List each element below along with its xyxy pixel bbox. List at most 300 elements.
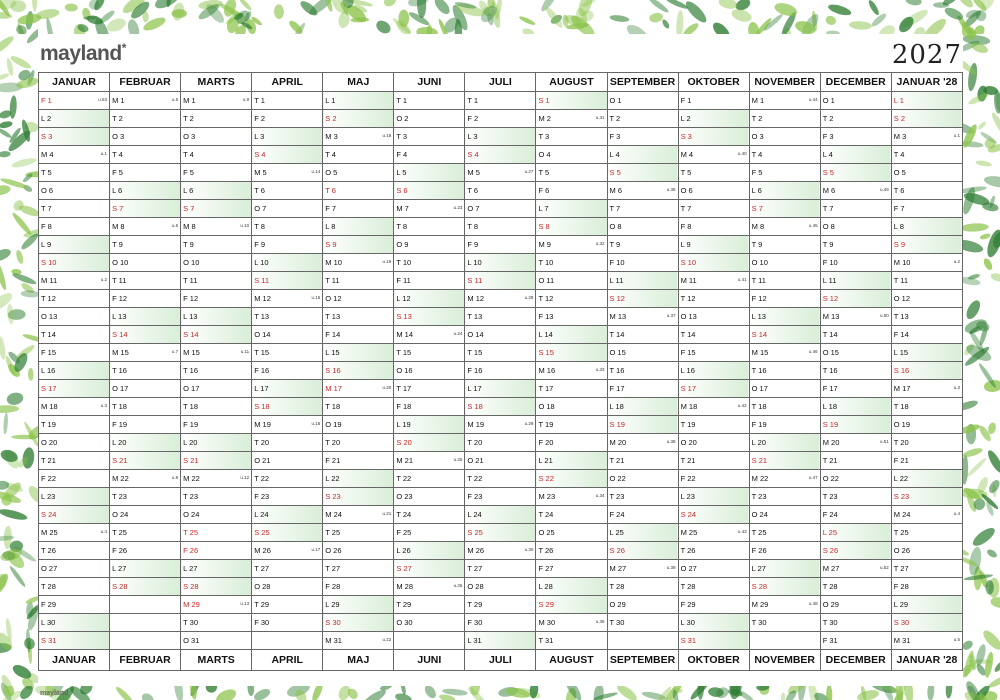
day-cell[interactable] xyxy=(749,272,820,290)
day-cell[interactable] xyxy=(678,182,749,200)
day-cell[interactable] xyxy=(891,434,962,452)
day-cell[interactable] xyxy=(607,614,678,632)
day-cell[interactable] xyxy=(323,578,394,596)
day-cell[interactable] xyxy=(607,452,678,470)
day-cell[interactable] xyxy=(181,452,252,470)
day-cell[interactable] xyxy=(607,128,678,146)
day-cell[interactable] xyxy=(394,434,465,452)
day-cell[interactable] xyxy=(394,308,465,326)
day-cell[interactable] xyxy=(465,596,536,614)
day-cell[interactable] xyxy=(39,326,110,344)
day-cell[interactable] xyxy=(820,542,891,560)
day-cell[interactable] xyxy=(39,272,110,290)
day-cell[interactable] xyxy=(678,380,749,398)
day-cell[interactable] xyxy=(891,452,962,470)
day-cell[interactable] xyxy=(252,416,323,434)
day-cell[interactable] xyxy=(252,470,323,488)
day-cell[interactable] xyxy=(820,164,891,182)
day-cell[interactable] xyxy=(394,344,465,362)
day-cell[interactable] xyxy=(820,596,891,614)
day-cell[interactable] xyxy=(820,560,891,578)
day-cell[interactable] xyxy=(110,488,181,506)
day-cell[interactable] xyxy=(465,128,536,146)
day-cell[interactable] xyxy=(820,470,891,488)
day-cell[interactable] xyxy=(749,416,820,434)
day-cell[interactable] xyxy=(110,326,181,344)
day-cell[interactable] xyxy=(39,398,110,416)
day-cell[interactable] xyxy=(607,596,678,614)
day-cell[interactable] xyxy=(891,362,962,380)
day-cell[interactable] xyxy=(181,560,252,578)
day-cell[interactable] xyxy=(536,164,607,182)
day-cell[interactable] xyxy=(323,218,394,236)
day-cell[interactable] xyxy=(39,488,110,506)
day-cell[interactable] xyxy=(536,452,607,470)
day-cell[interactable] xyxy=(891,614,962,632)
day-cell[interactable] xyxy=(891,542,962,560)
day-cell[interactable] xyxy=(749,380,820,398)
day-cell[interactable] xyxy=(536,506,607,524)
day-cell[interactable] xyxy=(323,146,394,164)
day-cell[interactable] xyxy=(678,362,749,380)
day-cell[interactable] xyxy=(181,308,252,326)
day-cell[interactable] xyxy=(465,218,536,236)
day-cell[interactable] xyxy=(607,398,678,416)
day-cell[interactable] xyxy=(394,290,465,308)
day-cell[interactable] xyxy=(891,182,962,200)
day-cell[interactable] xyxy=(607,308,678,326)
day-cell[interactable] xyxy=(749,254,820,272)
day-cell[interactable] xyxy=(39,218,110,236)
day-cell[interactable] xyxy=(536,236,607,254)
day-cell[interactable] xyxy=(252,452,323,470)
day-cell[interactable] xyxy=(607,218,678,236)
day-cell[interactable] xyxy=(39,578,110,596)
day-cell[interactable] xyxy=(252,380,323,398)
day-cell[interactable] xyxy=(678,128,749,146)
day-cell[interactable] xyxy=(323,164,394,182)
day-cell[interactable] xyxy=(820,182,891,200)
day-cell[interactable] xyxy=(749,524,820,542)
day-cell[interactable] xyxy=(39,182,110,200)
day-cell[interactable] xyxy=(252,218,323,236)
day-cell[interactable] xyxy=(323,110,394,128)
day-cell[interactable] xyxy=(252,254,323,272)
day-cell[interactable] xyxy=(820,272,891,290)
day-cell[interactable] xyxy=(110,164,181,182)
day-cell[interactable] xyxy=(678,470,749,488)
day-cell[interactable] xyxy=(820,416,891,434)
day-cell[interactable] xyxy=(394,380,465,398)
day-cell[interactable] xyxy=(181,524,252,542)
day-cell[interactable] xyxy=(465,452,536,470)
day-cell[interactable] xyxy=(181,272,252,290)
day-cell[interactable] xyxy=(607,524,678,542)
day-cell[interactable] xyxy=(749,200,820,218)
day-cell[interactable] xyxy=(181,506,252,524)
day-cell[interactable] xyxy=(39,362,110,380)
day-cell[interactable] xyxy=(678,524,749,542)
day-cell[interactable] xyxy=(394,560,465,578)
day-cell[interactable] xyxy=(39,542,110,560)
day-cell[interactable] xyxy=(465,560,536,578)
day-cell[interactable] xyxy=(252,362,323,380)
day-cell[interactable] xyxy=(536,182,607,200)
day-cell[interactable] xyxy=(110,344,181,362)
day-cell[interactable] xyxy=(323,560,394,578)
day-cell[interactable] xyxy=(749,434,820,452)
day-cell[interactable] xyxy=(536,290,607,308)
day-cell[interactable] xyxy=(39,524,110,542)
day-cell[interactable] xyxy=(536,218,607,236)
day-cell[interactable] xyxy=(820,614,891,632)
day-cell[interactable] xyxy=(749,128,820,146)
day-cell[interactable] xyxy=(820,254,891,272)
day-cell[interactable] xyxy=(323,398,394,416)
day-cell[interactable] xyxy=(678,416,749,434)
day-cell[interactable] xyxy=(394,164,465,182)
day-cell[interactable] xyxy=(465,164,536,182)
day-cell[interactable] xyxy=(678,452,749,470)
day-cell[interactable] xyxy=(536,200,607,218)
day-cell[interactable] xyxy=(465,614,536,632)
day-cell[interactable] xyxy=(465,632,536,650)
day-cell[interactable] xyxy=(891,236,962,254)
day-cell[interactable] xyxy=(536,344,607,362)
day-cell[interactable] xyxy=(110,452,181,470)
day-cell[interactable] xyxy=(110,254,181,272)
day-cell[interactable] xyxy=(110,380,181,398)
day-cell[interactable] xyxy=(749,110,820,128)
day-cell[interactable] xyxy=(891,272,962,290)
day-cell[interactable] xyxy=(607,146,678,164)
day-cell[interactable] xyxy=(181,290,252,308)
day-cell[interactable] xyxy=(820,92,891,110)
day-cell[interactable] xyxy=(181,632,252,650)
day-cell[interactable] xyxy=(607,380,678,398)
day-cell[interactable] xyxy=(39,434,110,452)
day-cell[interactable] xyxy=(110,236,181,254)
day-cell[interactable] xyxy=(607,254,678,272)
day-cell[interactable] xyxy=(536,614,607,632)
day-cell[interactable] xyxy=(891,128,962,146)
day-cell[interactable] xyxy=(465,200,536,218)
day-cell[interactable] xyxy=(39,452,110,470)
day-cell[interactable] xyxy=(252,560,323,578)
day-cell[interactable] xyxy=(891,92,962,110)
day-cell[interactable] xyxy=(536,524,607,542)
day-cell[interactable] xyxy=(891,560,962,578)
day-cell[interactable] xyxy=(323,434,394,452)
day-cell[interactable] xyxy=(536,488,607,506)
day-cell[interactable] xyxy=(181,578,252,596)
day-cell[interactable] xyxy=(39,128,110,146)
day-cell[interactable] xyxy=(252,182,323,200)
day-cell[interactable] xyxy=(39,344,110,362)
day-cell[interactable] xyxy=(465,326,536,344)
day-cell[interactable] xyxy=(536,560,607,578)
day-cell[interactable] xyxy=(323,290,394,308)
day-cell[interactable] xyxy=(323,200,394,218)
day-cell[interactable] xyxy=(39,470,110,488)
day-cell[interactable] xyxy=(394,146,465,164)
day-cell[interactable] xyxy=(678,272,749,290)
day-cell[interactable] xyxy=(39,254,110,272)
day-cell[interactable] xyxy=(465,578,536,596)
day-cell[interactable] xyxy=(820,236,891,254)
day-cell[interactable] xyxy=(323,596,394,614)
day-cell[interactable] xyxy=(394,488,465,506)
day-cell[interactable] xyxy=(181,128,252,146)
day-cell[interactable] xyxy=(39,200,110,218)
day-cell[interactable] xyxy=(394,272,465,290)
day-cell[interactable] xyxy=(39,164,110,182)
day-cell[interactable] xyxy=(820,146,891,164)
day-cell[interactable] xyxy=(607,470,678,488)
day-cell[interactable] xyxy=(394,506,465,524)
day-cell[interactable] xyxy=(252,326,323,344)
day-cell[interactable] xyxy=(820,362,891,380)
day-cell[interactable] xyxy=(394,614,465,632)
day-cell[interactable] xyxy=(607,488,678,506)
day-cell[interactable] xyxy=(252,344,323,362)
day-cell[interactable] xyxy=(891,398,962,416)
day-cell[interactable] xyxy=(323,308,394,326)
day-cell[interactable] xyxy=(891,578,962,596)
day-cell[interactable] xyxy=(536,146,607,164)
day-cell[interactable] xyxy=(323,326,394,344)
day-cell[interactable] xyxy=(252,146,323,164)
day-cell[interactable] xyxy=(820,200,891,218)
day-cell[interactable] xyxy=(891,146,962,164)
day-cell[interactable] xyxy=(323,524,394,542)
day-cell[interactable] xyxy=(465,254,536,272)
day-cell[interactable] xyxy=(465,236,536,254)
day-cell[interactable] xyxy=(110,578,181,596)
day-cell[interactable] xyxy=(749,596,820,614)
day-cell[interactable] xyxy=(678,218,749,236)
day-cell[interactable] xyxy=(678,200,749,218)
day-cell[interactable] xyxy=(394,362,465,380)
day-cell[interactable] xyxy=(110,506,181,524)
day-cell[interactable] xyxy=(252,92,323,110)
day-cell[interactable] xyxy=(252,506,323,524)
day-cell[interactable] xyxy=(110,92,181,110)
day-cell[interactable] xyxy=(110,434,181,452)
day-cell[interactable] xyxy=(891,470,962,488)
day-cell[interactable] xyxy=(891,380,962,398)
day-cell[interactable] xyxy=(536,272,607,290)
day-cell[interactable] xyxy=(607,542,678,560)
day-cell[interactable] xyxy=(323,344,394,362)
day-cell[interactable] xyxy=(678,596,749,614)
day-cell[interactable] xyxy=(39,290,110,308)
day-cell[interactable] xyxy=(252,614,323,632)
day-cell[interactable] xyxy=(39,560,110,578)
day-cell[interactable] xyxy=(536,128,607,146)
day-cell[interactable] xyxy=(678,542,749,560)
day-cell[interactable] xyxy=(678,146,749,164)
day-cell[interactable] xyxy=(536,632,607,650)
day-cell[interactable] xyxy=(607,272,678,290)
day-cell[interactable] xyxy=(607,290,678,308)
day-cell[interactable] xyxy=(110,182,181,200)
day-cell[interactable] xyxy=(394,416,465,434)
day-cell[interactable] xyxy=(394,398,465,416)
day-cell[interactable] xyxy=(252,128,323,146)
day-cell[interactable] xyxy=(252,596,323,614)
day-cell[interactable] xyxy=(749,326,820,344)
day-cell[interactable] xyxy=(252,542,323,560)
day-cell[interactable] xyxy=(323,632,394,650)
day-cell[interactable] xyxy=(749,614,820,632)
day-cell[interactable] xyxy=(891,344,962,362)
day-cell[interactable] xyxy=(891,200,962,218)
day-cell[interactable] xyxy=(465,272,536,290)
day-cell[interactable] xyxy=(110,308,181,326)
day-cell[interactable] xyxy=(607,236,678,254)
day-cell[interactable] xyxy=(323,416,394,434)
day-cell[interactable] xyxy=(536,434,607,452)
day-cell[interactable] xyxy=(536,578,607,596)
day-cell[interactable] xyxy=(110,542,181,560)
day-cell[interactable] xyxy=(39,110,110,128)
day-cell[interactable] xyxy=(678,236,749,254)
day-cell[interactable] xyxy=(39,596,110,614)
day-cell[interactable] xyxy=(678,326,749,344)
day-cell[interactable] xyxy=(749,218,820,236)
day-cell[interactable] xyxy=(678,344,749,362)
day-cell[interactable] xyxy=(820,128,891,146)
day-cell[interactable] xyxy=(323,380,394,398)
day-cell[interactable] xyxy=(394,110,465,128)
day-cell[interactable] xyxy=(181,380,252,398)
day-cell[interactable] xyxy=(181,614,252,632)
day-cell[interactable] xyxy=(749,290,820,308)
day-cell[interactable] xyxy=(110,200,181,218)
day-cell[interactable] xyxy=(891,596,962,614)
day-cell[interactable] xyxy=(536,326,607,344)
day-cell[interactable] xyxy=(465,92,536,110)
day-cell[interactable] xyxy=(607,416,678,434)
day-cell[interactable] xyxy=(749,344,820,362)
day-cell[interactable] xyxy=(678,290,749,308)
day-cell[interactable] xyxy=(749,146,820,164)
day-cell[interactable] xyxy=(820,344,891,362)
day-cell[interactable] xyxy=(607,92,678,110)
day-cell[interactable] xyxy=(39,632,110,650)
day-cell[interactable] xyxy=(252,272,323,290)
day-cell[interactable] xyxy=(678,434,749,452)
day-cell[interactable] xyxy=(891,218,962,236)
day-cell[interactable] xyxy=(110,110,181,128)
day-cell[interactable] xyxy=(607,110,678,128)
day-cell[interactable] xyxy=(891,254,962,272)
day-cell[interactable] xyxy=(181,596,252,614)
day-cell[interactable] xyxy=(820,290,891,308)
day-cell[interactable] xyxy=(749,452,820,470)
day-cell[interactable] xyxy=(181,470,252,488)
day-cell[interactable] xyxy=(678,254,749,272)
day-cell[interactable] xyxy=(536,92,607,110)
day-cell[interactable] xyxy=(536,308,607,326)
day-cell[interactable] xyxy=(891,290,962,308)
day-cell[interactable] xyxy=(749,470,820,488)
day-cell[interactable] xyxy=(181,164,252,182)
day-cell[interactable] xyxy=(181,488,252,506)
day-cell[interactable] xyxy=(181,344,252,362)
day-cell[interactable] xyxy=(465,398,536,416)
day-cell[interactable] xyxy=(891,416,962,434)
day-cell[interactable] xyxy=(39,92,110,110)
day-cell[interactable] xyxy=(323,92,394,110)
day-cell[interactable] xyxy=(465,506,536,524)
day-cell[interactable] xyxy=(749,182,820,200)
day-cell[interactable] xyxy=(465,434,536,452)
day-cell[interactable] xyxy=(252,524,323,542)
day-cell[interactable] xyxy=(394,578,465,596)
day-cell[interactable] xyxy=(465,380,536,398)
day-cell[interactable] xyxy=(323,362,394,380)
day-cell[interactable] xyxy=(465,470,536,488)
day-cell[interactable] xyxy=(749,542,820,560)
day-cell[interactable] xyxy=(39,614,110,632)
day-cell[interactable] xyxy=(891,488,962,506)
day-cell[interactable] xyxy=(678,110,749,128)
day-cell[interactable] xyxy=(252,290,323,308)
day-cell[interactable] xyxy=(607,326,678,344)
day-cell[interactable] xyxy=(252,578,323,596)
day-cell[interactable] xyxy=(110,524,181,542)
day-cell[interactable] xyxy=(252,200,323,218)
day-cell[interactable] xyxy=(394,596,465,614)
day-cell[interactable] xyxy=(678,560,749,578)
day-cell[interactable] xyxy=(110,416,181,434)
day-cell[interactable] xyxy=(749,236,820,254)
day-cell[interactable] xyxy=(394,218,465,236)
day-cell[interactable] xyxy=(323,182,394,200)
day-cell[interactable] xyxy=(465,344,536,362)
day-cell[interactable] xyxy=(607,182,678,200)
day-cell[interactable] xyxy=(536,110,607,128)
day-cell[interactable] xyxy=(323,614,394,632)
day-cell[interactable] xyxy=(749,308,820,326)
day-cell[interactable] xyxy=(394,326,465,344)
day-cell[interactable] xyxy=(252,236,323,254)
day-cell[interactable] xyxy=(749,164,820,182)
day-cell[interactable] xyxy=(891,110,962,128)
day-cell[interactable] xyxy=(252,434,323,452)
day-cell[interactable] xyxy=(465,308,536,326)
day-cell[interactable] xyxy=(536,596,607,614)
day-cell[interactable] xyxy=(323,542,394,560)
day-cell[interactable] xyxy=(749,560,820,578)
day-cell[interactable] xyxy=(678,488,749,506)
day-cell[interactable] xyxy=(323,488,394,506)
day-cell[interactable] xyxy=(820,218,891,236)
day-cell[interactable] xyxy=(110,146,181,164)
day-cell[interactable] xyxy=(607,344,678,362)
day-cell[interactable] xyxy=(323,236,394,254)
day-cell[interactable] xyxy=(110,362,181,380)
day-cell[interactable] xyxy=(181,182,252,200)
day-cell[interactable] xyxy=(820,434,891,452)
day-cell[interactable] xyxy=(39,380,110,398)
day-cell[interactable] xyxy=(536,416,607,434)
day-cell[interactable] xyxy=(678,632,749,650)
day-cell[interactable] xyxy=(536,362,607,380)
day-cell[interactable] xyxy=(181,326,252,344)
